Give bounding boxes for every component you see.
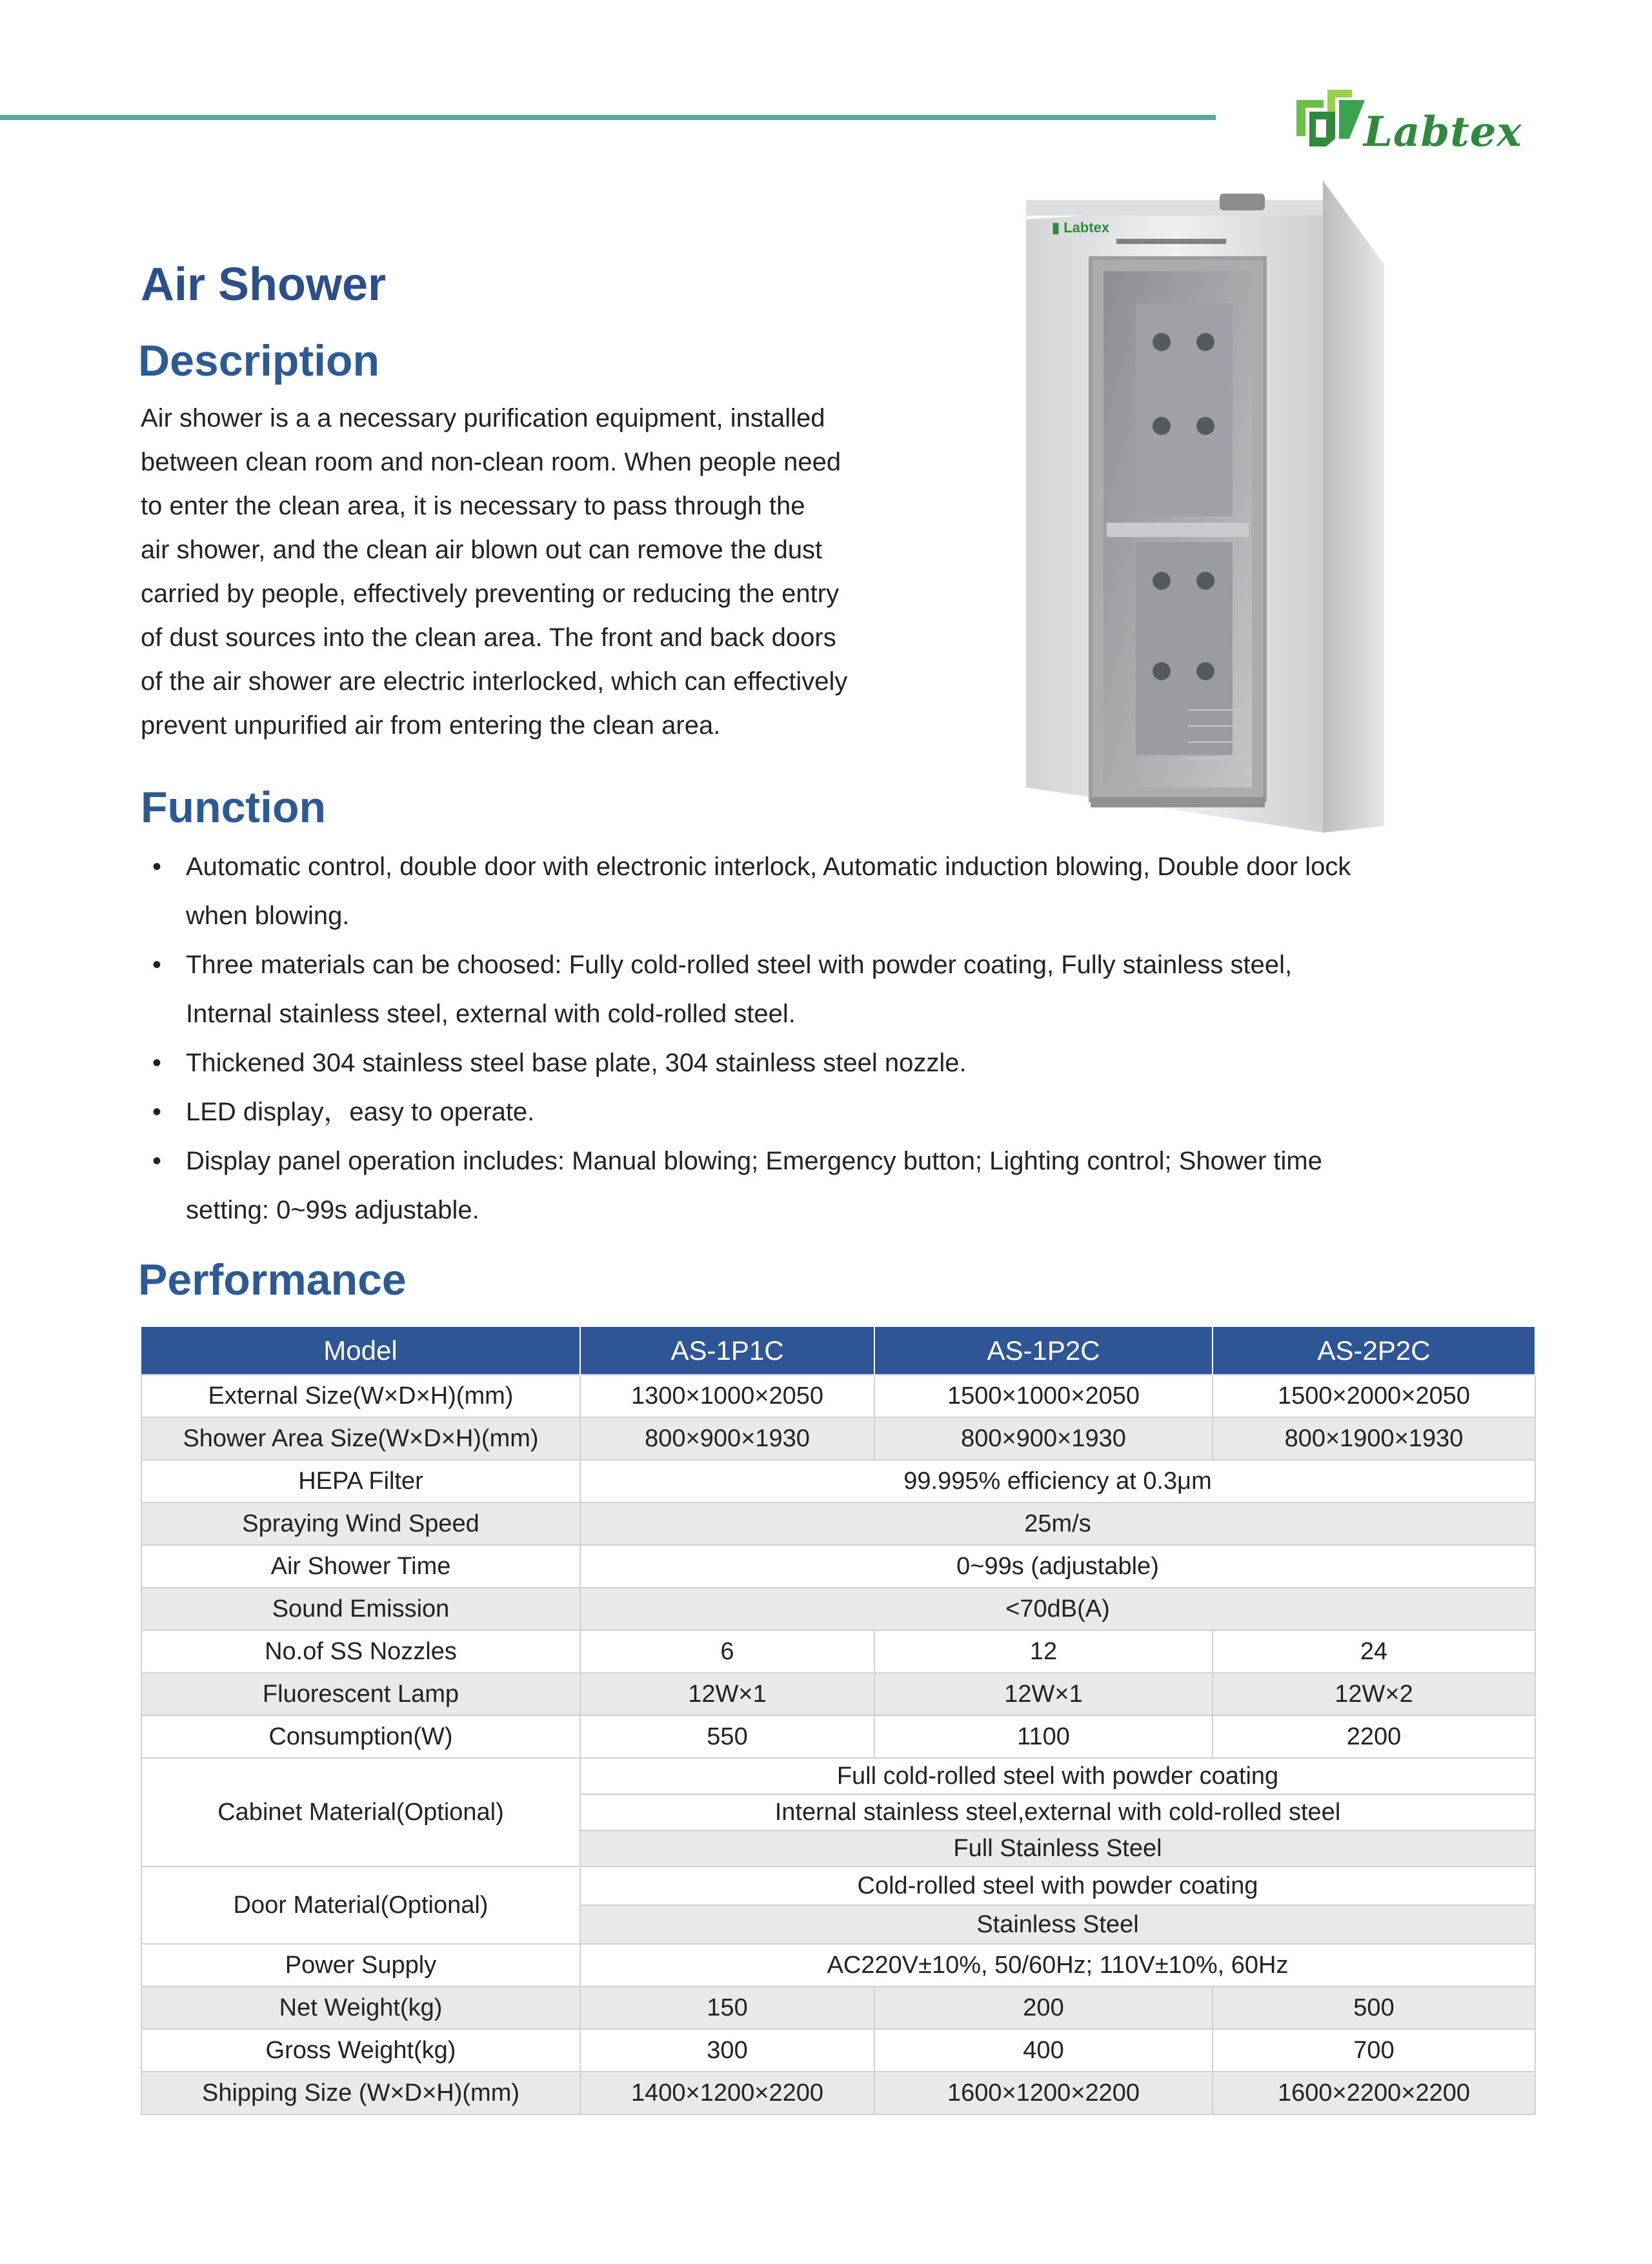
bullet-icon: • xyxy=(152,1049,162,1077)
table-row: Net Weight(kg) 150 200 500 xyxy=(141,1986,1535,2029)
table-row: Door Material(Optional) Cold-rolled steel with powder coating xyxy=(141,1866,1535,1905)
bullet-icon: • xyxy=(152,1147,162,1175)
list-item: • Automatic control, double door with electronic interlock, Automatic induction blowing, Double door lock when blowing. xyxy=(141,842,1541,940)
table-row: Fluorescent Lamp 12W×1 12W×1 12W×2 xyxy=(141,1673,1535,1715)
list-item: • Display panel operation includes: Manual blowing; Emergency button; Lighting control; Shower time setting: 0~99s adjustable. xyxy=(141,1137,1541,1235)
bullet-icon: • xyxy=(152,1098,162,1126)
column-header: AS-1P2C xyxy=(874,1327,1213,1375)
performance-table xyxy=(141,1327,1536,2115)
list-item: • LED display，easy to operate. xyxy=(141,1087,1541,1137)
table-header-row xyxy=(141,1327,1535,1375)
table-row: No.of SS Nozzles 6 12 24 xyxy=(141,1630,1535,1673)
brand-logo xyxy=(1287,74,1533,171)
list-item: • Three materials can be choosed: Fully cold-rolled steel with powder coating, Fully stainless steel, Internal stainless steel, external with cold-rolled steel. xyxy=(141,940,1541,1038)
bullet-icon: • xyxy=(152,853,162,881)
table-row: HEPA Filter 99.995% efficiency at 0.3μm xyxy=(141,1460,1535,1502)
description-line: of dust sources into the clean area. The front and back doors xyxy=(141,623,836,652)
air-shower-product-image xyxy=(1026,181,1387,833)
description-line: between clean room and non-clean room. When people need xyxy=(141,448,841,476)
table-row: External Size(W×D×H)(mm) 1300×1000×2050 1500×1000×2050 1500×2000×2050 xyxy=(141,1375,1535,1417)
table-row: Air Shower Time 0~99s (adjustable) xyxy=(141,1545,1535,1588)
brand-wordmark: Labtex xyxy=(1364,108,1522,156)
description-line: air shower, and the clean air blown out can remove the dust xyxy=(141,536,823,564)
table-row: Full Stainless Steel xyxy=(141,1830,1535,1866)
column-header: Model xyxy=(141,1327,580,1375)
function-heading: Function xyxy=(141,783,327,832)
svg-text:▮ Labtex: ▮ Labtex xyxy=(1052,219,1110,236)
description-line: of the air shower are electric interlocked, which can effectively xyxy=(141,667,848,696)
function-list xyxy=(141,842,1541,1235)
column-header: AS-2P2C xyxy=(1213,1327,1535,1375)
table-row: Spraying Wind Speed 25m/s xyxy=(141,1502,1535,1545)
performance-heading: Performance xyxy=(138,1255,407,1304)
table-row: Cabinet Material(Optional) Full cold-rolled steel with powder coating xyxy=(141,1758,1535,1794)
page-title: Air Shower xyxy=(141,259,387,310)
description-text xyxy=(141,396,980,747)
description-heading: Description xyxy=(138,336,380,385)
list-item: • Thickened 304 stainless steel base plate, 304 stainless steel nozzle. xyxy=(141,1038,1541,1087)
bullet-icon: • xyxy=(152,951,162,979)
table-row: Shipping Size (W×D×H)(mm) 1400×1200×2200 1600×1200×2200 1600×2200×2200 xyxy=(141,2072,1535,2114)
table-row: Power Supply AC220V±10%, 50/60Hz; 110V±10%, 60Hz xyxy=(141,1944,1535,1986)
table-row: Gross Weight(kg) 300 400 700 xyxy=(141,2029,1535,2072)
table-row: Consumption(W) 550 1100 2200 xyxy=(141,1715,1535,1758)
table-row: Shower Area Size(W×D×H)(mm) 800×900×1930 800×900×1930 800×1900×1930 xyxy=(141,1417,1535,1460)
description-line: carried by people, effectively preventing or reducing the entry xyxy=(141,580,840,608)
table-row: Internal stainless steel,external with cold-rolled steel xyxy=(141,1794,1535,1830)
table-row: Sound Emission <70dB(A) xyxy=(141,1588,1535,1630)
header-rule xyxy=(0,115,1216,120)
description-line: to enter the clean area, it is necessary to pass through the xyxy=(141,492,805,520)
description-line: prevent unpurified air from entering the clean area. xyxy=(141,711,721,740)
description-line: Air shower is a a necessary purification equipment, installed xyxy=(141,404,825,432)
table-row: Stainless Steel xyxy=(141,1905,1535,1944)
column-header: AS-1P1C xyxy=(580,1327,874,1375)
